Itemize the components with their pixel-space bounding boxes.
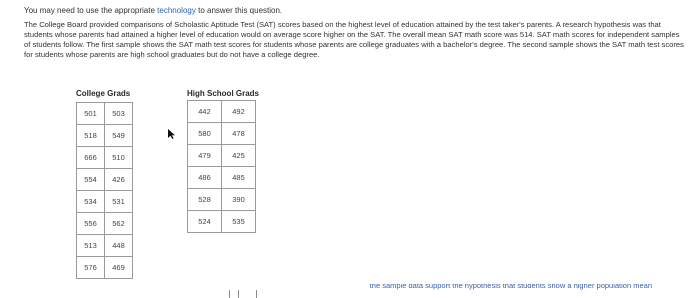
high-school-grads-cell: 485	[222, 167, 256, 189]
college-grads-cell: 501	[77, 103, 105, 125]
college-grads-row	[77, 235, 133, 257]
high-school-grads-cell: 535	[222, 211, 256, 233]
high-school-grads-title: High School Grads	[187, 89, 260, 98]
college-grads-cell: 510	[105, 147, 133, 169]
college-grads-cell: 576	[77, 257, 105, 279]
intro-suffix: to answer this question.	[198, 6, 283, 15]
college-grads-title: College Grads	[76, 89, 131, 98]
college-grads-cell: 469	[105, 257, 133, 279]
high-school-grads-cell: 425	[222, 145, 256, 167]
high-school-grads-cell: 486	[188, 167, 222, 189]
college-grads-cell: 513	[77, 235, 105, 257]
intro-line	[24, 6, 282, 16]
high-school-grads-cell: 580	[188, 123, 222, 145]
college-grads-cell: 556	[77, 213, 105, 235]
high-school-grads-cell: 390	[222, 189, 256, 211]
college-grads-row	[77, 103, 133, 125]
technology-link[interactable]: technology	[157, 6, 196, 15]
college-grads-cell: 549	[105, 125, 133, 147]
college-grads-cell: 534	[77, 191, 105, 213]
college-grads-cell: 448	[105, 235, 133, 257]
high-school-grads-cell: 478	[222, 123, 256, 145]
high-school-grads-cell: 442	[188, 101, 222, 123]
answer-tick	[238, 290, 239, 298]
college-grads-table	[76, 102, 133, 279]
high-school-grads-cell: 528	[188, 189, 222, 211]
college-grads-cell: 531	[105, 191, 133, 213]
college-grads-row	[77, 191, 133, 213]
college-grads-cell: 562	[105, 213, 133, 235]
problem-text: The College Board provided comparisons of Scholastic Aptitude Test (SAT) scores based on the highest level of education attained by the test taker's parents. A research hypothesis was that students whose parents had attained a higher level of education would on average score higher on the SAT. The overall mean SAT math score was 514. SAT math scores for independent samples of students follow. The first sample shows the SAT math test scores for students whose parents are college graduates with a bachelor's degree. The second sample shows the SAT math test scores for students whose parents are high school graduates but do not have a college degree.	[24, 20, 684, 59]
high-school-grads-cell: 492	[222, 101, 256, 123]
cut-off-next-question	[0, 284, 700, 298]
high-school-grads-table	[187, 100, 256, 233]
high-school-grads-row	[188, 101, 256, 123]
high-school-grads-row	[188, 123, 256, 145]
college-grads-row	[77, 125, 133, 147]
answer-tick	[256, 290, 257, 298]
college-grads-row	[77, 147, 133, 169]
college-grads-row	[77, 213, 133, 235]
college-grads-cell: 518	[77, 125, 105, 147]
mouse-cursor-icon	[166, 128, 178, 140]
intro-prefix: You may need to use the appropriate	[24, 6, 155, 15]
college-grads-row	[77, 257, 133, 279]
high-school-grads-cell: 524	[188, 211, 222, 233]
high-school-grads-cell: 479	[188, 145, 222, 167]
high-school-grads-row	[188, 145, 256, 167]
college-grads-cell: 554	[77, 169, 105, 191]
high-school-grads-row	[188, 189, 256, 211]
college-grads-cell: 426	[105, 169, 133, 191]
cut-off-text: the sample data support the hypothesis that students show a higher population mean	[369, 284, 652, 290]
college-grads-cell: 503	[105, 103, 133, 125]
high-school-grads-row	[188, 211, 256, 233]
high-school-grads-row	[188, 167, 256, 189]
answer-tick	[229, 290, 230, 298]
college-grads-row	[77, 169, 133, 191]
college-grads-cell: 666	[77, 147, 105, 169]
